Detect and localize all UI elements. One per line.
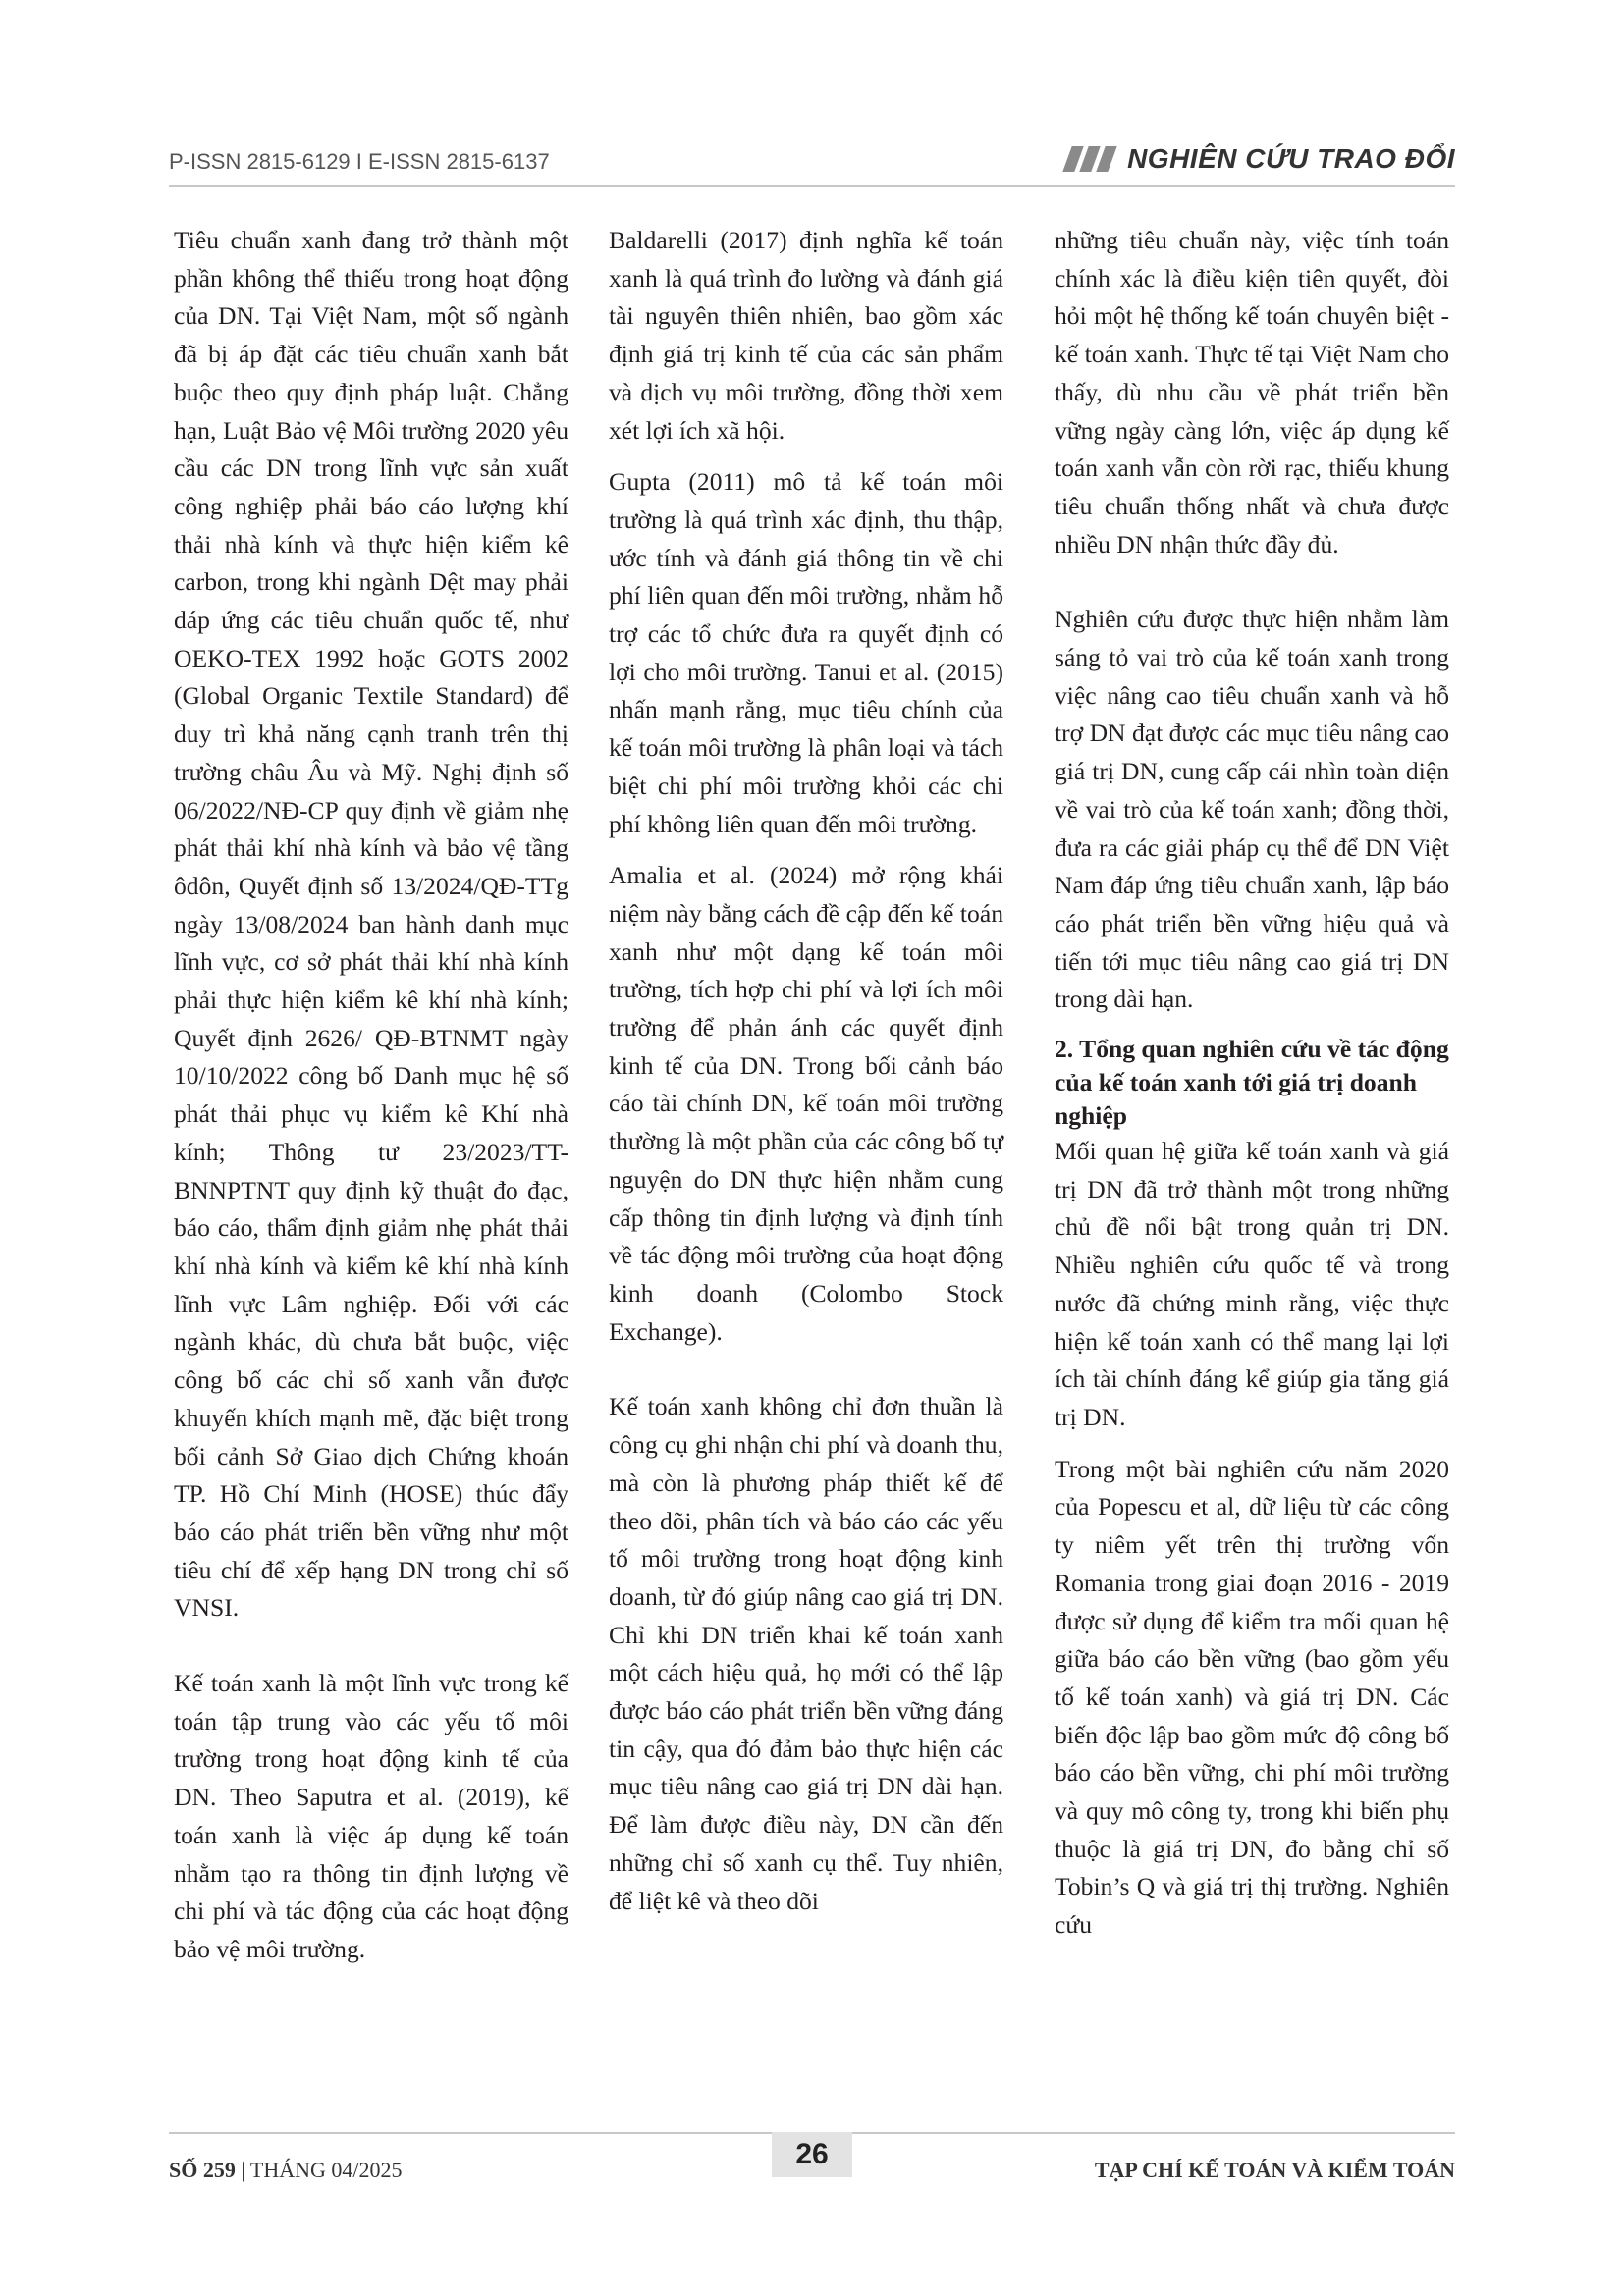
page-footer xyxy=(169,2132,1455,2203)
text-column-3 xyxy=(1055,222,1449,1958)
paragraph: Trong một bài nghiên cứu năm 2020 của Popescu et al, dữ liệu từ các công ty niêm yết trên thị trường vốn Romania trong giai đoạn 2016 - 2019 được sử dụng để kiểm tra mối quan hệ giữa báo cáo bền vững (bao gồm yếu tố kế toán xanh) và giá trị DN. Các biến độc lập bao gồm mức độ công bố báo cáo bền vững, chi phí môi trường và quy mô công ty, trong khi biến phụ thuộc là giá trị DN, đo bằng chỉ số Tobin’s Q và giá trị thị trường. Nghiên cứu xyxy=(1055,1454,1449,1940)
issue-number: SỐ 259 xyxy=(169,2158,236,2182)
page-number: 26 xyxy=(772,2132,852,2177)
issn-label: P-ISSN 2815-6129 I E-ISSN 2815-6137 xyxy=(169,149,550,174)
journal-name: TẠP CHÍ KẾ TOÁN VÀ KIỂM TOÁN xyxy=(1094,2158,1455,2182)
section-title: NGHIÊN CỨU TRAO ĐỔI xyxy=(1127,143,1455,174)
issue-separator: | xyxy=(235,2158,250,2182)
issue-month: THÁNG 04/2025 xyxy=(249,2158,403,2182)
text-column-1 xyxy=(174,222,568,1983)
section-bars-icon xyxy=(1067,146,1117,172)
paragraph: Nghiên cứu được thực hiện nhằm làm sáng tỏ vai trò của kế toán xanh trong việc nâng cao tiêu chuẩn xanh và hỗ trợ DN đạt được các mục tiêu nâng cao giá trị DN, cung cấp cái nhìn toàn diện về vai trò của kế toán xanh; đồng thời, đưa ra các giải pháp cụ thể để DN Việt Nam đáp ứng tiêu chuẩn xanh, lập báo cáo phát triển bền vững hiệu quả và tiến tới mục tiêu nâng cao giá trị DN trong dài hạn. xyxy=(1055,605,1449,1014)
paragraph: Kế toán xanh không chỉ đơn thuần là công cụ ghi nhận chi phí và doanh thu, mà còn là phương pháp thiết kế để theo dõi, phân tích và báo cáo các yếu tố môi trường trong hoạt động kinh doanh, từ đó giúp nâng cao giá trị DN. Chỉ khi DN triển khai kế toán xanh một cách hiệu quả, họ mới có thể lập được báo cáo phát triển bền vững đáng tin cậy, qua đó đảm bảo thực hiện các mục tiêu nâng cao giá trị DN dài hạn. Để làm được điều này, DN cần đến những chỉ số xanh cụ thể. Tuy nhiên, để liệt kê và theo dõi xyxy=(609,1392,1003,1915)
paragraph: Tiêu chuẩn xanh đang trở thành một phần không thể thiếu trong hoạt động của DN. Tại Việt Nam, một số ngành đã bị áp đặt các tiêu chuẩn xanh bắt buộc theo quy định pháp luật. Chẳng hạn, Luật Bảo vệ Môi trường 2020 yêu cầu các DN trong lĩnh vực sản xuất công nghiệp phải báo cáo lượng khí thải nhà kính và thực hiện kiểm kê carbon, trong khi ngành Dệt may phải đáp ứng các tiêu chuẩn quốc tế, như OEKO-TEX 1992 hoặc GOTS 2002 (Global Organic Textile Standard) để duy trì khả năng cạnh tranh trên thị trường châu Âu và Mỹ. Nghị định số 06/2022/NĐ-CP quy định về giảm nhẹ phát thải khí nhà kính và bảo vệ tầng ôdôn, Quyết định số 13/2024/QĐ-TTg ngày 13/08/2024 ban hành danh mục lĩnh vực, cơ sở phát thải khí nhà kính phải thực hiện kiểm kê khí nhà kính; Quyết định 2626/ QĐ-BTNMT ngày 10/10/2022 công bố Danh mục hệ số phát thải phục vụ kiểm kê Khí nhà kính; Thông tư 23/2023/TT-BNNPTNT quy định kỹ thuật đo đạc, báo cáo, thẩm định giảm nhẹ phát thải khí nhà kính và kiểm kê khí nhà kính lĩnh vực Lâm nghiệp. Đối với các ngành khác, dù chưa bắt buộc, việc công bố các chỉ số xanh vẫn được khuyến khích mạnh mẽ, đặc biệt trong bối cảnh Sở Giao dịch Chứng khoán TP. Hồ Chí Minh (HOSE) thúc đẩy báo cáo phát triển bền vững như một tiêu chí để xếp hạng DN trong chỉ số VNSI. xyxy=(174,226,568,1623)
paragraph: những tiêu chuẩn này, việc tính toán chính xác là điều kiện tiên quyết, đòi hỏi một hệ thống kế toán chuyên biệt - kế toán xanh. Thực tế tại Việt Nam cho thấy, dù nhu cầu về phát triển bền vững ngày càng lớn, việc áp dụng kế toán xanh vẫn còn rời rạc, thiếu khung tiêu chuẩn thống nhất và chưa được nhiều DN nhận thức đầy đủ. xyxy=(1055,226,1449,559)
page-header xyxy=(169,145,1455,187)
paragraph: Baldarelli (2017) định nghĩa kế toán xanh là quá trình đo lường và đánh giá tài nguyên thiên nhiên, bao gồm xác định giá trị kinh tế của các sản phẩm và dịch vụ môi trường, đồng thời xem xét lợi ích xã hội. xyxy=(609,226,1003,445)
section-label xyxy=(1067,143,1455,175)
issue-info xyxy=(169,2158,402,2183)
paragraph: Amalia et al. (2024) mở rộng khái niệm này bằng cách đề cập đến kế toán xanh như một dạng kế toán môi trường, tích hợp chi phí và lợi ích môi trường để phản ánh các quyết định kinh tế của DN. Trong bối cảnh báo cáo tài chính DN, kế toán môi trường thường là một phần của các công bố tự nguyện do DN thực hiện nhằm cung cấp thông tin định lượng và định tính về tác động môi trường của hoạt động kinh doanh (Colombo Stock Exchange). xyxy=(609,861,1003,1346)
text-column-2 xyxy=(609,222,1003,1934)
paragraph: Mối quan hệ giữa kế toán xanh và giá trị DN đã trở thành một trong những chủ đề nổi bật trong quản trị DN. Nhiều nghiên cứu quốc tế và trong nước đã chứng minh rằng, việc thực hiện kế toán xanh có thể mang lại lợi ích tài chính đáng kể giúp gia tăng giá trị DN. xyxy=(1055,1137,1449,1431)
section-heading: 2. Tổng quan nghiên cứu về tác động của kế toán xanh tới giá trị doanh nghiệp xyxy=(1055,1035,1449,1131)
paragraph: Gupta (2011) mô tả kế toán môi trường là quá trình xác định, thu thập, ước tính và đánh giá thông tin về chi phí liên quan đến môi trường, nhằm hỗ trợ các tổ chức đưa ra quyết định có lợi cho môi trường. Tanui et al. (2015) nhấn mạnh rằng, mục tiêu chính của kế toán môi trường là phân loại và tách biệt chi phí môi trường khỏi các chi phí không liên quan đến môi trường. xyxy=(609,467,1003,838)
paragraph: Kế toán xanh là một lĩnh vực trong kế toán tập trung vào các yếu tố môi trường trong hoạt động kinh tế của DN. Theo Saputra et al. (2019), kế toán xanh là việc áp dụng kế toán nhằm tạo ra thông tin định lượng về chi phí và tác động của các hoạt động bảo vệ môi trường. xyxy=(174,1669,568,1963)
